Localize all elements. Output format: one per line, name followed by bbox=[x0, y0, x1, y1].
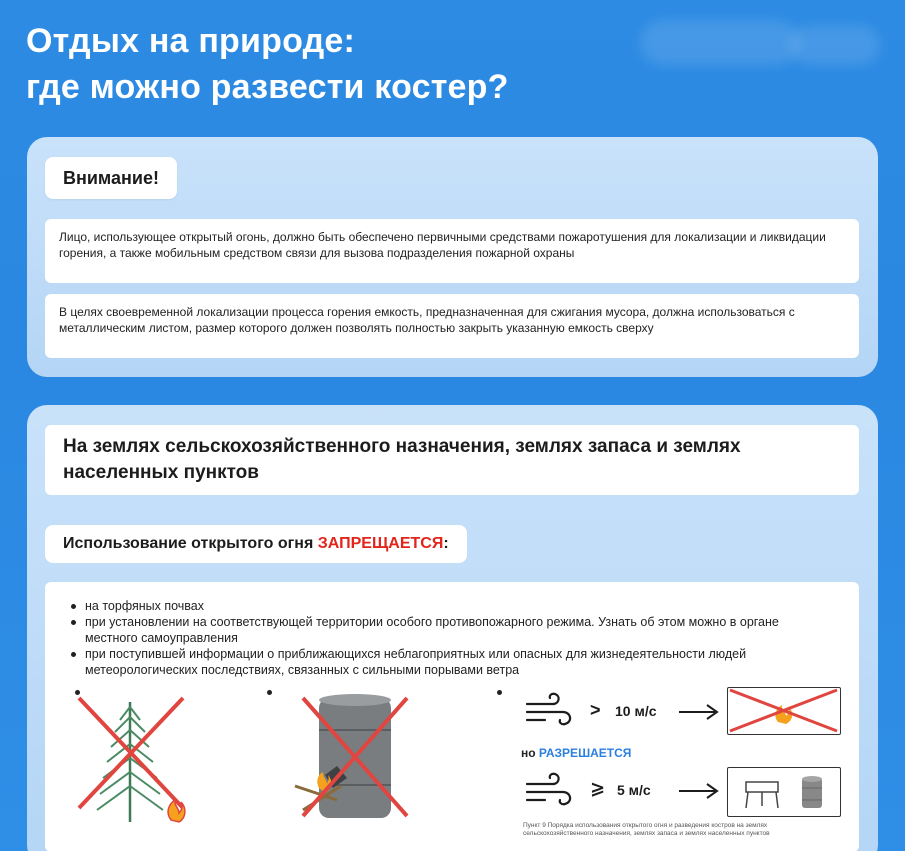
wind-icon bbox=[523, 770, 579, 810]
page-title bbox=[26, 18, 509, 110]
rules-card bbox=[45, 582, 859, 851]
forbid-label bbox=[45, 525, 467, 563]
wind-low-symbol: ⩾ bbox=[590, 778, 606, 798]
lands-heading: На землях сельскохозяйственного назначения, землях запаса и землях населенных пунктов bbox=[45, 425, 859, 495]
tree-icon bbox=[73, 692, 203, 832]
grill-icon bbox=[728, 768, 839, 815]
forbid-prefix: Использование открытого огня bbox=[63, 535, 318, 552]
wind-icon bbox=[523, 690, 579, 730]
barrel-icon bbox=[285, 690, 425, 830]
attention-note-2: В целях своевременной локализации процесса горения емкость, предназначенная для сжигания мусора, должна использоваться с металлическим листом, размер которого должен позволять полностью закрыть указанную емкость сверху bbox=[45, 294, 859, 358]
reference-note: Пункт 9 Порядка использования открытого огня и разведения костров на землях сельскохозяйственного назначения, землях запаса и землях населенных пунктов bbox=[523, 822, 770, 837]
illustration-bullet bbox=[497, 690, 502, 695]
rules-list bbox=[69, 598, 829, 678]
wind-low-value: 5 м/с bbox=[617, 782, 651, 798]
rule-item: при установлении на соответствующей территории особого противопожарного режима. Узнать об этом можно в органе местного самоуправления bbox=[69, 614, 829, 646]
wind-high-symbol: > bbox=[590, 700, 601, 720]
attention-note-1: Лицо, использующее открытый огонь, должно быть обеспечено первичными средствами пожаротушения для локализации и ликвидации горения, а также мобильным средством связи для вызова подразделения пожарной охраны bbox=[45, 219, 859, 283]
cross-icon bbox=[728, 688, 839, 733]
forbid-word: ЗАПРЕЩАЕТСЯ bbox=[317, 535, 444, 552]
page-title-line-2: где можно развести костер? bbox=[26, 68, 509, 106]
arrow-right-icon bbox=[677, 781, 721, 801]
rule-item: при поступившей информации о приближающихся неблагоприятных или опасных для жизнедеятельности людей метеорологических последствиях, связанных с сильными порывами ветра bbox=[69, 646, 829, 678]
illustration-bullet bbox=[267, 690, 272, 695]
page-title-line-1: Отдых на природе: bbox=[26, 22, 356, 60]
allowed-prefix: но bbox=[521, 746, 539, 760]
lands-panel bbox=[27, 405, 878, 851]
arrow-right-icon bbox=[677, 702, 721, 722]
attention-panel bbox=[27, 137, 878, 377]
decorative-blob bbox=[640, 20, 800, 65]
wind-high-value: 10 м/с bbox=[615, 703, 657, 719]
allowed-word: РАЗРЕШАЕТСЯ bbox=[538, 746, 632, 760]
grill-allowed-box bbox=[727, 767, 841, 817]
rule-item: на торфяных почвах bbox=[69, 598, 829, 614]
fire-forbidden-box bbox=[727, 687, 841, 735]
forbid-suffix: : bbox=[443, 535, 449, 552]
allowed-label bbox=[521, 746, 631, 760]
decorative-blob bbox=[790, 25, 880, 65]
attention-label: Внимание! bbox=[45, 157, 177, 199]
